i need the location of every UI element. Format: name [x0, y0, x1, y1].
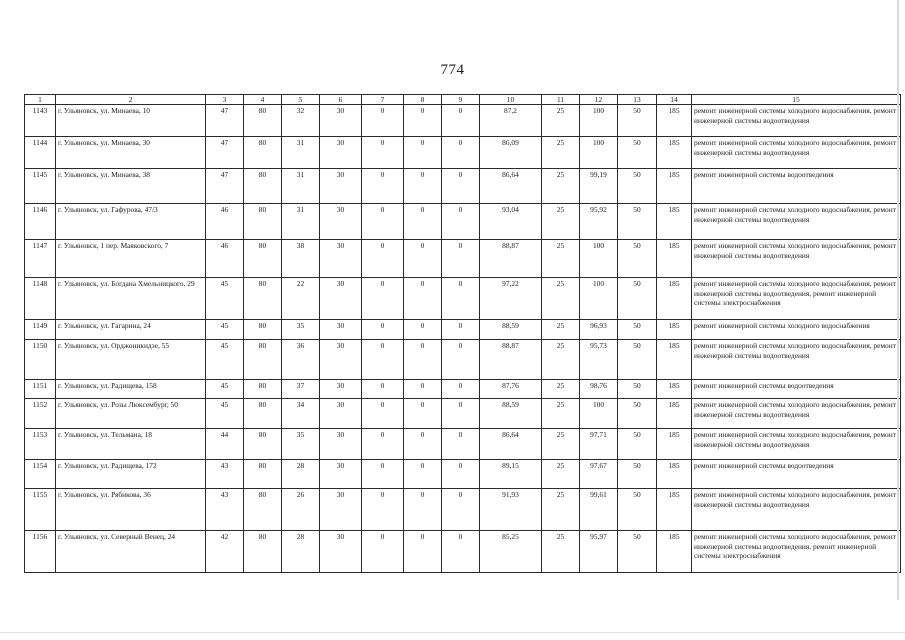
- cell-col-9: 0: [442, 340, 480, 380]
- cell-col-5: 37: [282, 380, 320, 399]
- cell-col-5: 32: [282, 105, 320, 137]
- cell-col-11: 25: [542, 380, 580, 399]
- column-header-2: 2: [56, 95, 206, 105]
- cell-col-10: 86,64: [480, 169, 542, 204]
- cell-col-4: 80: [244, 460, 282, 489]
- cell-col-5: 35: [282, 320, 320, 340]
- row-number-cell: 1155: [25, 489, 56, 531]
- cell-col-14: 185: [657, 278, 692, 320]
- cell-col-8: 0: [404, 278, 442, 320]
- cell-col-9: 0: [442, 169, 480, 204]
- cell-col-7: 0: [362, 204, 404, 240]
- cell-col-7: 0: [362, 380, 404, 399]
- cell-col-3: 45: [206, 399, 244, 429]
- cell-col-7: 0: [362, 460, 404, 489]
- cell-col-6: 30: [320, 399, 362, 429]
- cell-col-6: 30: [320, 169, 362, 204]
- work-type-cell: ремонт инженерной системы водоотведения: [692, 169, 901, 204]
- address-cell: г. Ульяновск, ул. Тельмана, 18: [56, 429, 206, 460]
- column-header-9: 9: [442, 95, 480, 105]
- table-row: [25, 340, 901, 380]
- cell-col-13: 50: [618, 240, 657, 278]
- cell-col-5: 34: [282, 399, 320, 429]
- cell-col-6: 30: [320, 460, 362, 489]
- table-row: [25, 399, 901, 429]
- work-type-cell: ремонт инженерной системы холодного водоснабжения, ремонт инженерной системы водоотведения: [692, 489, 901, 531]
- cell-col-10: 87,2: [480, 105, 542, 137]
- work-type-cell: ремонт инженерной системы холодного водоснабжения, ремонт инженерной системы водоотведения: [692, 105, 901, 137]
- cell-col-6: 30: [320, 531, 362, 573]
- cell-col-9: 0: [442, 240, 480, 278]
- cell-col-13: 50: [618, 105, 657, 137]
- cell-col-12: 97,71: [580, 429, 618, 460]
- cell-col-13: 50: [618, 380, 657, 399]
- cell-col-3: 46: [206, 204, 244, 240]
- cell-col-4: 80: [244, 489, 282, 531]
- cell-col-5: 28: [282, 531, 320, 573]
- cell-col-8: 0: [404, 340, 442, 380]
- cell-col-3: 45: [206, 340, 244, 380]
- cell-col-7: 0: [362, 137, 404, 169]
- cell-col-6: 30: [320, 380, 362, 399]
- cell-col-10: 88,87: [480, 340, 542, 380]
- cell-col-10: 93,04: [480, 204, 542, 240]
- header-row: [25, 95, 901, 105]
- cell-col-4: 80: [244, 380, 282, 399]
- cell-col-12: 95,92: [580, 204, 618, 240]
- cell-col-12: 96,93: [580, 320, 618, 340]
- cell-col-5: 36: [282, 340, 320, 380]
- cell-col-12: 95,73: [580, 340, 618, 380]
- cell-col-11: 25: [542, 240, 580, 278]
- cell-col-4: 80: [244, 320, 282, 340]
- work-type-cell: ремонт инженерной системы холодного водоснабжения: [692, 320, 901, 340]
- cell-col-13: 50: [618, 278, 657, 320]
- cell-col-8: 0: [404, 137, 442, 169]
- cell-col-9: 0: [442, 105, 480, 137]
- cell-col-4: 80: [244, 278, 282, 320]
- cell-col-6: 30: [320, 105, 362, 137]
- cell-col-10: 85,25: [480, 531, 542, 573]
- cell-col-3: 45: [206, 278, 244, 320]
- cell-col-6: 30: [320, 137, 362, 169]
- cell-col-9: 0: [442, 460, 480, 489]
- cell-col-9: 0: [442, 137, 480, 169]
- cell-col-4: 80: [244, 429, 282, 460]
- table-body: [25, 105, 901, 573]
- column-header-11: 11: [542, 95, 580, 105]
- cell-col-12: 98,76: [580, 380, 618, 399]
- row-number-cell: 1152: [25, 399, 56, 429]
- column-header-6: 6: [320, 95, 362, 105]
- cell-col-7: 0: [362, 169, 404, 204]
- cell-col-11: 25: [542, 320, 580, 340]
- cell-col-14: 185: [657, 460, 692, 489]
- cell-col-7: 0: [362, 489, 404, 531]
- cell-col-8: 0: [404, 380, 442, 399]
- table-row: [25, 137, 901, 169]
- bottom-scan-line: [0, 632, 905, 633]
- cell-col-6: 30: [320, 489, 362, 531]
- cell-col-8: 0: [404, 169, 442, 204]
- table-row: [25, 460, 901, 489]
- cell-col-12: 95,97: [580, 531, 618, 573]
- cell-col-7: 0: [362, 531, 404, 573]
- cell-col-7: 0: [362, 105, 404, 137]
- cell-col-8: 0: [404, 320, 442, 340]
- table-row: [25, 204, 901, 240]
- cell-col-3: 44: [206, 429, 244, 460]
- cell-col-13: 50: [618, 429, 657, 460]
- cell-col-10: 86,09: [480, 137, 542, 169]
- cell-col-3: 47: [206, 169, 244, 204]
- address-cell: г. Ульяновск, ул. Северный Венец, 24: [56, 531, 206, 573]
- cell-col-6: 30: [320, 429, 362, 460]
- address-cell: г. Ульяновск, ул. Радищева, 158: [56, 380, 206, 399]
- cell-col-8: 0: [404, 489, 442, 531]
- cell-col-4: 80: [244, 399, 282, 429]
- cell-col-10: 87,76: [480, 380, 542, 399]
- cell-col-14: 185: [657, 204, 692, 240]
- cell-col-9: 0: [442, 489, 480, 531]
- row-number-cell: 1147: [25, 240, 56, 278]
- cell-col-12: 99,61: [580, 489, 618, 531]
- cell-col-7: 0: [362, 240, 404, 278]
- address-cell: г. Ульяновск, ул. Рябикова, 36: [56, 489, 206, 531]
- cell-col-4: 80: [244, 531, 282, 573]
- cell-col-12: 97,67: [580, 460, 618, 489]
- cell-col-11: 25: [542, 137, 580, 169]
- row-number-cell: 1154: [25, 460, 56, 489]
- cell-col-10: 97,22: [480, 278, 542, 320]
- cell-col-7: 0: [362, 429, 404, 460]
- cell-col-9: 0: [442, 204, 480, 240]
- work-type-cell: ремонт инженерной системы холодного водоснабжения, ремонт инженерной системы водоотведения: [692, 340, 901, 380]
- address-cell: г. Ульяновск, ул. Богдана Хмельницкого, 29: [56, 278, 206, 320]
- address-cell: г. Ульяновск, ул. Минаева, 30: [56, 137, 206, 169]
- cell-col-14: 185: [657, 399, 692, 429]
- cell-col-8: 0: [404, 105, 442, 137]
- column-header-5: 5: [282, 95, 320, 105]
- work-type-cell: ремонт инженерной системы холодного водоснабжения, ремонт инженерной системы водоотведения: [692, 137, 901, 169]
- address-cell: г. Ульяновск, ул. Гафурова, 47/3: [56, 204, 206, 240]
- address-cell: г. Ульяновск, ул. Гагарина, 24: [56, 320, 206, 340]
- cell-col-7: 0: [362, 399, 404, 429]
- cell-col-10: 86,64: [480, 429, 542, 460]
- cell-col-6: 30: [320, 320, 362, 340]
- cell-col-3: 47: [206, 105, 244, 137]
- cell-col-3: 42: [206, 531, 244, 573]
- work-type-cell: ремонт инженерной системы холодного водоснабжения, ремонт инженерной системы водоотведения: [692, 240, 901, 278]
- cell-col-14: 185: [657, 137, 692, 169]
- work-type-cell: ремонт инженерной системы холодного водоснабжения, ремонт инженерной системы водоотведения: [692, 429, 901, 460]
- work-type-cell: ремонт инженерной системы холодного водоснабжения, ремонт инженерной системы водоотведения, ремонт инженерной системы электроснабжения: [692, 278, 901, 320]
- cell-col-9: 0: [442, 429, 480, 460]
- cell-col-11: 25: [542, 105, 580, 137]
- row-number-cell: 1145: [25, 169, 56, 204]
- cell-col-11: 25: [542, 399, 580, 429]
- column-header-3: 3: [206, 95, 244, 105]
- cell-col-10: 88,59: [480, 320, 542, 340]
- cell-col-13: 50: [618, 340, 657, 380]
- cell-col-14: 185: [657, 105, 692, 137]
- cell-col-11: 25: [542, 204, 580, 240]
- table-header: [25, 95, 901, 105]
- cell-col-7: 0: [362, 340, 404, 380]
- cell-col-9: 0: [442, 531, 480, 573]
- cell-col-9: 0: [442, 399, 480, 429]
- cell-col-5: 26: [282, 489, 320, 531]
- table-row: [25, 105, 901, 137]
- row-number-cell: 1144: [25, 137, 56, 169]
- cell-col-14: 185: [657, 169, 692, 204]
- column-header-13: 13: [618, 95, 657, 105]
- cell-col-5: 31: [282, 169, 320, 204]
- cell-col-9: 0: [442, 380, 480, 399]
- cell-col-3: 47: [206, 137, 244, 169]
- cell-col-4: 80: [244, 240, 282, 278]
- cell-col-11: 25: [542, 169, 580, 204]
- data-table: [24, 94, 901, 573]
- table-row: [25, 531, 901, 573]
- table-row: [25, 380, 901, 399]
- cell-col-6: 30: [320, 240, 362, 278]
- column-header-14: 14: [657, 95, 692, 105]
- address-cell: г. Ульяновск, ул. Орджоникидзе, 55: [56, 340, 206, 380]
- cell-col-5: 28: [282, 460, 320, 489]
- cell-col-14: 185: [657, 489, 692, 531]
- cell-col-9: 0: [442, 278, 480, 320]
- cell-col-11: 25: [542, 340, 580, 380]
- page-number: 774: [440, 62, 465, 78]
- cell-col-13: 50: [618, 531, 657, 573]
- cell-col-8: 0: [404, 531, 442, 573]
- cell-col-11: 25: [542, 489, 580, 531]
- column-header-8: 8: [404, 95, 442, 105]
- cell-col-4: 80: [244, 204, 282, 240]
- cell-col-14: 185: [657, 240, 692, 278]
- work-type-cell: ремонт инженерной системы холодного водоснабжения, ремонт инженерной системы водоотведения: [692, 204, 901, 240]
- work-type-cell: ремонт инженерной системы водоотведения: [692, 380, 901, 399]
- right-edge-shadow: [897, 0, 899, 600]
- cell-col-13: 50: [618, 169, 657, 204]
- row-number-cell: 1149: [25, 320, 56, 340]
- row-number-cell: 1151: [25, 380, 56, 399]
- cell-col-5: 35: [282, 429, 320, 460]
- cell-col-14: 185: [657, 380, 692, 399]
- cell-col-13: 50: [618, 489, 657, 531]
- work-type-cell: ремонт инженерной системы водоотведения: [692, 460, 901, 489]
- cell-col-5: 31: [282, 204, 320, 240]
- cell-col-8: 0: [404, 204, 442, 240]
- row-number-cell: 1148: [25, 278, 56, 320]
- column-header-4: 4: [244, 95, 282, 105]
- cell-col-10: 89,15: [480, 460, 542, 489]
- cell-col-4: 80: [244, 105, 282, 137]
- cell-col-12: 99,19: [580, 169, 618, 204]
- row-number-cell: 1146: [25, 204, 56, 240]
- cell-col-5: 31: [282, 137, 320, 169]
- cell-col-6: 30: [320, 278, 362, 320]
- cell-col-6: 30: [320, 340, 362, 380]
- cell-col-13: 50: [618, 399, 657, 429]
- row-number-cell: 1150: [25, 340, 56, 380]
- cell-col-14: 185: [657, 531, 692, 573]
- cell-col-6: 30: [320, 204, 362, 240]
- cell-col-8: 0: [404, 240, 442, 278]
- work-type-cell: ремонт инженерной системы холодного водоснабжения, ремонт инженерной системы водоотведения: [692, 399, 901, 429]
- column-header-10: 10: [480, 95, 542, 105]
- cell-col-14: 185: [657, 429, 692, 460]
- table-row: [25, 240, 901, 278]
- address-cell: г. Ульяновск, ул. Минаева, 38: [56, 169, 206, 204]
- cell-col-3: 43: [206, 489, 244, 531]
- work-type-cell: ремонт инженерной системы холодного водоснабжения, ремонт инженерной системы водоотведения, ремонт инженерной системы электроснабжения: [692, 531, 901, 573]
- row-number-cell: 1143: [25, 105, 56, 137]
- cell-col-8: 0: [404, 460, 442, 489]
- cell-col-5: 22: [282, 278, 320, 320]
- cell-col-13: 50: [618, 137, 657, 169]
- cell-col-8: 0: [404, 399, 442, 429]
- cell-col-4: 80: [244, 169, 282, 204]
- cell-col-11: 25: [542, 531, 580, 573]
- cell-col-12: 100: [580, 399, 618, 429]
- cell-col-5: 38: [282, 240, 320, 278]
- column-header-7: 7: [362, 95, 404, 105]
- table-row: [25, 169, 901, 204]
- column-header-1: 1: [25, 95, 56, 105]
- cell-col-3: 46: [206, 240, 244, 278]
- address-cell: г. Ульяновск, ул. Минаева, 10: [56, 105, 206, 137]
- cell-col-7: 0: [362, 320, 404, 340]
- cell-col-14: 185: [657, 320, 692, 340]
- table-row: [25, 320, 901, 340]
- cell-col-12: 100: [580, 105, 618, 137]
- row-number-cell: 1156: [25, 531, 56, 573]
- row-number-cell: 1153: [25, 429, 56, 460]
- column-header-15: 15: [692, 95, 901, 105]
- cell-col-12: 100: [580, 240, 618, 278]
- cell-col-10: 91,93: [480, 489, 542, 531]
- cell-col-3: 43: [206, 460, 244, 489]
- cell-col-11: 25: [542, 460, 580, 489]
- cell-col-10: 88,87: [480, 240, 542, 278]
- cell-col-9: 0: [442, 320, 480, 340]
- table-row: [25, 429, 901, 460]
- cell-col-3: 45: [206, 380, 244, 399]
- column-header-12: 12: [580, 95, 618, 105]
- cell-col-4: 80: [244, 137, 282, 169]
- cell-col-14: 185: [657, 340, 692, 380]
- table-row: [25, 489, 901, 531]
- cell-col-11: 25: [542, 278, 580, 320]
- cell-col-13: 50: [618, 204, 657, 240]
- cell-col-13: 50: [618, 320, 657, 340]
- address-cell: г. Ульяновск, ул. Розы Люксембург, 50: [56, 399, 206, 429]
- cell-col-4: 80: [244, 340, 282, 380]
- cell-col-11: 25: [542, 429, 580, 460]
- cell-col-8: 0: [404, 429, 442, 460]
- cell-col-10: 88,59: [480, 399, 542, 429]
- cell-col-7: 0: [362, 278, 404, 320]
- address-cell: г. Ульяновск, 1 пер. Маяковского, 7: [56, 240, 206, 278]
- cell-col-13: 50: [618, 460, 657, 489]
- cell-col-12: 100: [580, 137, 618, 169]
- cell-col-12: 100: [580, 278, 618, 320]
- table-row: [25, 278, 901, 320]
- cell-col-3: 45: [206, 320, 244, 340]
- address-cell: г. Ульяновск, ул. Радищева, 172: [56, 460, 206, 489]
